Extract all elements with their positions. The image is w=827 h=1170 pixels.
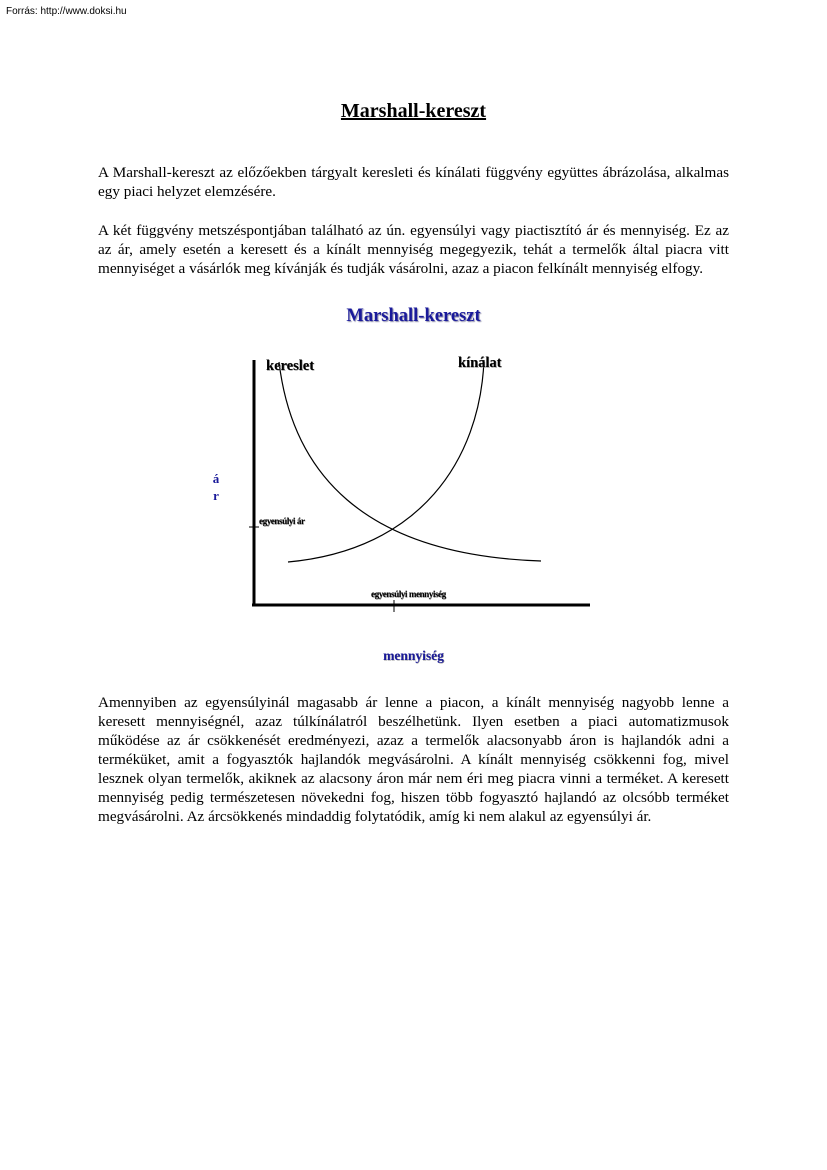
paragraph-surplus: Amennyiben az egyensúlyinál magasabb ár lenne a piacon, a kínált mennyiség nagyobb lenne a keresett mennyiségnél, azaz túlkínálatról beszélhetünk. Ilyen esetben a piaci automatizmusok működése az ár csökkenését eredményezi, azaz a termelők alacsonyabb áron is hajlandók adni a terméküket, amit a fogyasztók hajlandók megvásárolni. A kínált mennyiség csökkenni fog, mivel lesznek olyan termelők, akiknek az alacsony áron már nem éri meg piacra vinni a terméket. A keresett mennyiség pedig természetesen növekedni fog, hiszen több fogyasztó hajlandó az olcsóbb terméket megvásárolni. Az árcsökkenés mindaddig folytatódik, amíg ki nem alakul az egyensúlyi ár. bbox=[98, 694, 729, 825]
x-axis-label: mennyiség bbox=[383, 648, 444, 663]
y-axis-label-line1: á bbox=[212, 471, 220, 486]
y-axis-label bbox=[207, 470, 225, 504]
chart-canvas bbox=[0, 300, 827, 680]
eq-quantity-label: egyensúlyi mennyiség bbox=[371, 589, 446, 599]
supply-curve bbox=[288, 360, 484, 562]
y-axis-label-line2: r bbox=[213, 488, 219, 503]
page-title: Marshall-kereszt bbox=[340, 100, 487, 122]
source-note: Forrás: http://www.doksi.hu bbox=[6, 6, 127, 17]
paragraph-equilibrium: A két függvény metszéspontjában található az ún. egyensúlyi vagy piactisztító ár és mennyiség. Ez az az ár, amely esetén a keresett és a kínált mennyiség megegyezik, tehát a termelők által piacra vitt mennyiséget a vásárlók meg kívánják és tudják vásárolni, azaz a piacon felkínált mennyiség elfogy. bbox=[98, 222, 729, 277]
demand-curve bbox=[279, 362, 541, 561]
paragraph-intro: A Marshall-kereszt az előzőekben tárgyalt keresleti és kínálati függvény együttes ábrázolása, alkalmas egy piaci helyzet elemzésére. bbox=[98, 164, 729, 200]
eq-price-label: egyensúlyi ár bbox=[259, 516, 305, 526]
supply-label: kínálat bbox=[458, 355, 502, 371]
marshall-cross-figure bbox=[0, 300, 827, 680]
demand-label: kereslet bbox=[266, 358, 315, 374]
figure-title: Marshall-kereszt bbox=[346, 306, 481, 326]
